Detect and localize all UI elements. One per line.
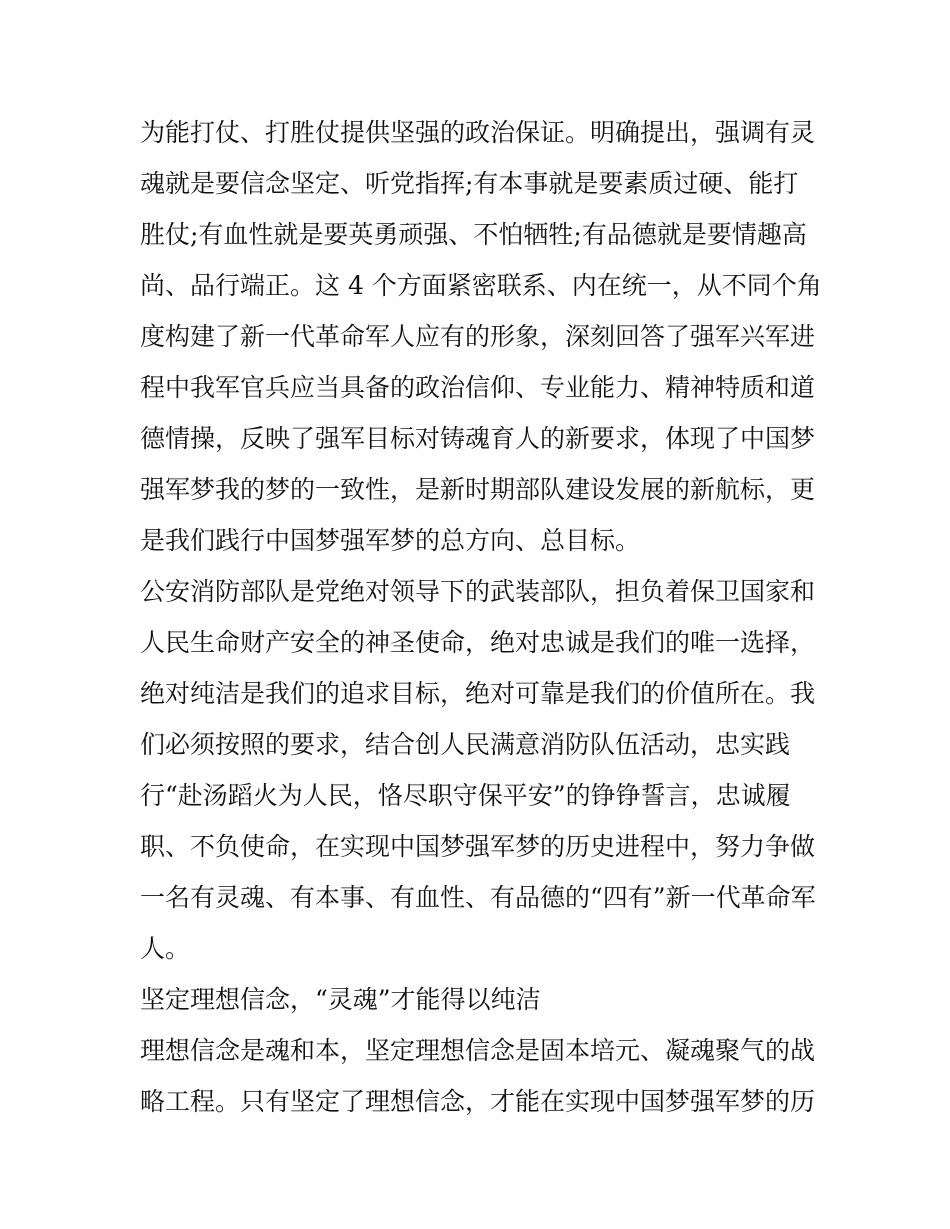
- text-line: 理想信念是魂和本，坚定理想信念是固本培元、凝魂聚气的战: [140, 1036, 816, 1065]
- text-line: 人。: [140, 934, 191, 963]
- text-line: 魂就是要信念坚定、听党指挥;有本事就是要素质过硬、能打: [140, 169, 799, 198]
- text-line: 绝对纯洁是我们的追求目标，绝对可靠是我们的价值所在。我: [140, 679, 816, 708]
- text-line: 职、不负使命，在实现中国梦强军梦的历史进程中，努力争做: [140, 832, 816, 861]
- text-line: 人民生命财产安全的神圣使命，绝对忠诚是我们的唯一选择，: [140, 628, 816, 657]
- text-line: 公安消防部队是党绝对领导下的武装部队，担负着保卫国家和: [140, 577, 816, 606]
- text-line: 德情操，反映了强军目标对铸魂育人的新要求，体现了中国梦: [140, 424, 816, 453]
- text-line: 度构建了新一代革命军人应有的形象，深刻回答了强军兴军进: [140, 322, 816, 351]
- text-line: 是我们践行中国梦强军梦的总方向、总目标。: [140, 526, 641, 555]
- text-line: 为能打仗、打胜仗提供坚强的政治保证。明确提出，强调有灵: [140, 118, 816, 147]
- section-heading: 坚定理想信念，“灵魂”才能得以纯洁: [140, 985, 541, 1014]
- text-line: 尚、品行端正。这 4 个方面紧密联系、内在统一，从不同个角: [140, 271, 822, 300]
- text-line: 胜仗;有血性就是要英勇顽强、不怕牺牲;有品德就是要情趣高: [140, 220, 807, 249]
- text-line: 强军梦我的梦的一致性，是新时期部队建设发展的新航标，更: [140, 475, 816, 504]
- text-line: 行“赴汤蹈火为人民，恪尽职守保平安”的铮铮誓言，忠诚履: [140, 781, 791, 810]
- text-line: 们必须按照的要求，结合创人民满意消防队伍活动，忠实践: [140, 730, 791, 759]
- text-line: 略工程。只有坚定了理想信念，才能在实现中国梦强军梦的历: [140, 1087, 816, 1116]
- text-line: 一名有灵魂、有本事、有血性、有品德的“四有”新一代革命军: [140, 883, 816, 912]
- text-line: 程中我军官兵应当具备的政治信仰、专业能力、精神特质和道: [140, 373, 816, 402]
- document-page: [140, 107, 820, 1127]
